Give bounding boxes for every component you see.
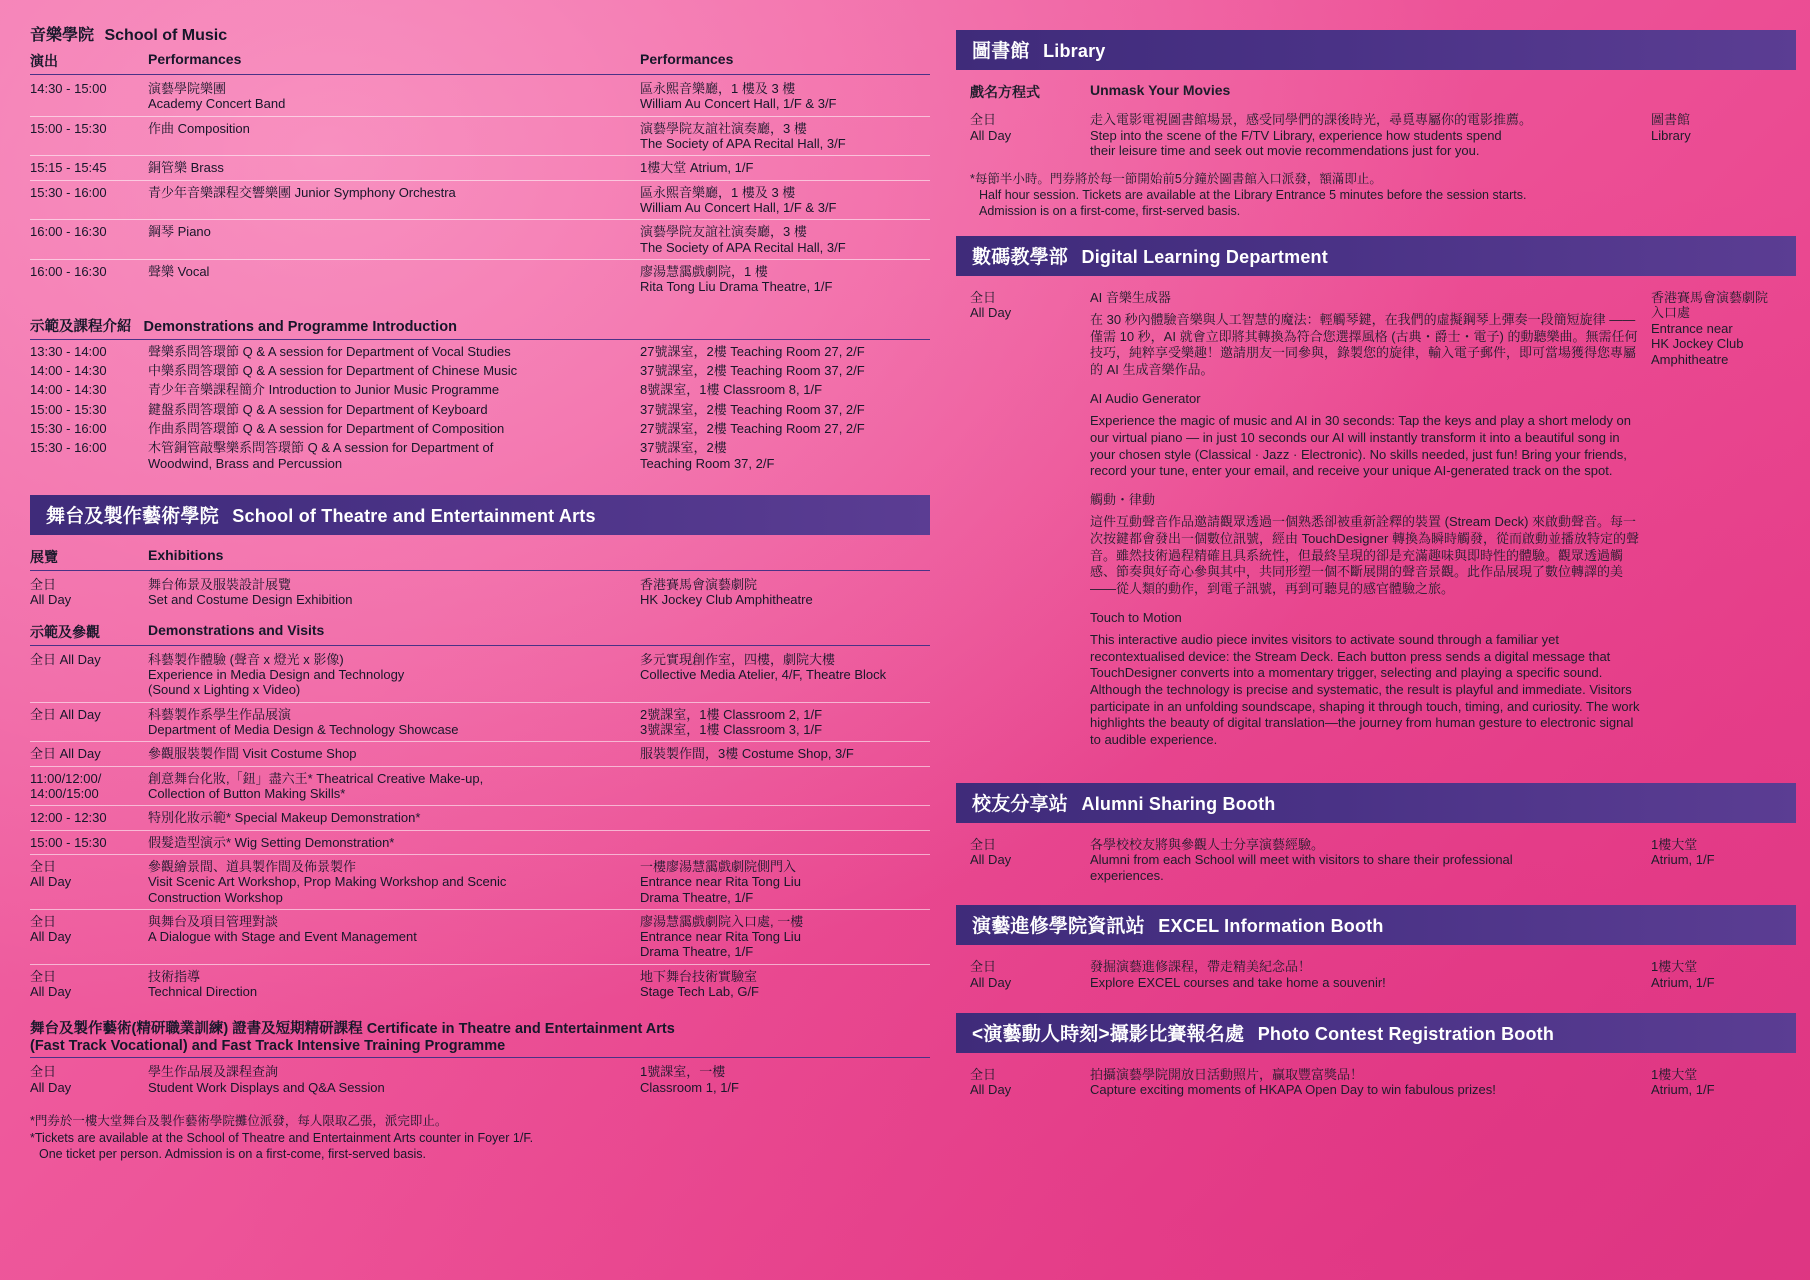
music-demo-heading-zh: 示範及課程介紹 [30, 318, 132, 335]
row-title-zh: 參觀繪景間、道具製作間及佈景製作 [148, 858, 357, 874]
row-venue-en: Atrium, 1/F [1651, 1082, 1715, 1098]
music-col-perf-zh: 演出 [30, 53, 58, 69]
table-row [30, 767, 930, 807]
touch-to-motion-title-en: Touch to Motion [1090, 609, 1182, 625]
row-venue-en: Atrium, 1/F [689, 160, 754, 176]
row-time [30, 577, 148, 608]
music-demo-rows [30, 342, 930, 473]
row-venue-line3: Entrance near [1651, 320, 1733, 336]
row-body-en: Explore EXCEL courses and take home a souvenir! [1090, 974, 1386, 990]
row-body-en2: their leisure time and seek out movie recommendations just for you. [1090, 143, 1480, 159]
row-venue [1651, 112, 1796, 159]
row-title-zh: 技術指導 [148, 968, 201, 984]
row-title [148, 914, 640, 945]
row-time-line1: 全日 [30, 913, 57, 929]
row-time-line2: All Day [970, 852, 1012, 868]
row-time: 13:30 - 14:00 [30, 343, 107, 359]
row-venue: 27號課室，2樓 Teaching Room 27, 2/F [640, 343, 865, 359]
exhibitions-label-en: Exhibitions [148, 546, 224, 563]
row-venue-line4: HK Jockey Club [1651, 336, 1744, 352]
row-venue-line1: 2號課室，1樓 Classroom 2, 1/F [640, 706, 823, 722]
row-time-line2: All Day [970, 974, 1012, 990]
photo-contest-heading [956, 1013, 1796, 1053]
section-library [956, 30, 1796, 220]
row-time [30, 969, 148, 1000]
digital-learning-row [956, 288, 1796, 767]
ai-audio-generator-body-zh: 在 30 秒內體驗音樂與人工智慧的魔法：輕觸琴鍵，在我們的虛擬鋼琴上彈奏一段簡短旋律 —— 僅需 10 秒，AI 就會立即將其轉換為符合您選擇風格 (古典・爵士・電子) 的動聽樂曲。無需任何技巧，純粹享受樂趣！邀請朋友一同參與，錄製您的旋律，輸入電子郵件，即可當場獲得您專屬的 AI 生成音樂作品。 [1090, 312, 1638, 378]
row-venue-en: The Society of APA Recital Hall, 3/F [640, 239, 846, 255]
row-venue-zh: 1樓大堂 [640, 160, 687, 176]
theatre-demos-header [30, 622, 930, 646]
digital-learning-heading [956, 236, 1796, 276]
row-title [148, 185, 640, 200]
row-body [1090, 112, 1651, 159]
row-venue-en: Stage Tech Lab, G/F [640, 984, 759, 1000]
music-col-perf-en: Performances [148, 51, 242, 67]
library-note-line3: Admission is on a first-come, first-served basis. [979, 204, 1241, 219]
row-body-en: Capture exciting moments of HKAPA Open Day to win fabulous prizes! [1090, 1082, 1496, 1098]
row-title-zh: 銅管樂 [148, 160, 188, 176]
row-time: 16:00 - 16:30 [30, 263, 107, 279]
row-venue-en2: Drama Theatre, 1/F [640, 944, 754, 960]
row-title-en: Technical Direction [148, 984, 258, 1000]
row-time-line2: All Day [30, 874, 72, 890]
ai-audio-generator-title-zh: AI 音樂生成器 [1090, 289, 1171, 305]
row-title [148, 577, 640, 608]
row-venue-en: Classroom 1, 1/F [640, 1079, 739, 1095]
row-title-en: Junior Symphony Orchestra [294, 184, 456, 200]
row-venue [640, 707, 930, 738]
row-time: 15:30 - 16:00 [30, 420, 107, 436]
row-time: 15:30 - 16:00 [30, 184, 107, 200]
row-venue [1651, 1067, 1796, 1098]
row-time [30, 771, 148, 802]
row-title [148, 1064, 640, 1095]
row-time: 15:00 - 15:30 [30, 834, 107, 850]
row-venue-en2: Drama Theatre, 1/F [640, 889, 754, 905]
row-title-en: Experience in Media Design and Technology [148, 666, 405, 682]
exhibitions-label-zh: 展覽 [30, 548, 58, 565]
row-title [148, 652, 640, 698]
row-time-line1: 全日 [30, 1064, 57, 1080]
row-body-zh: 發掘演藝進修課程，帶走精美紀念品！ [1090, 959, 1312, 975]
row-time: 全日 All Day [30, 706, 101, 722]
right-column [956, 22, 1796, 1270]
library-col-zh: 戲名方程式 [970, 84, 1040, 100]
photo-contest-heading-en: Photo Contest Registration Booth [1257, 1023, 1555, 1044]
row-venue-zh: 區永熙音樂廳，1 樓及 3 樓 [640, 184, 796, 200]
school-of-music-heading-en: School of Music [104, 27, 228, 44]
row-time-line2: All Day [30, 929, 72, 945]
row-title-en: Academy Concert Band [148, 96, 286, 112]
table-row [30, 77, 930, 117]
row-venue-zh: 廖湯慧靄戲劇院，1 樓 [640, 263, 768, 279]
row-venue [1651, 959, 1796, 990]
row-title [148, 264, 640, 279]
row-title: 青少年音樂課程簡介 Introduction to Junior Music Programme [148, 382, 500, 398]
excel-heading-en: EXCEL Information Booth [1158, 916, 1384, 937]
music-demo-heading-en: Demonstrations and Programme Introduction [143, 318, 457, 335]
row-title-en: Student Work Displays and Q&A Session [148, 1079, 385, 1095]
row-title [148, 440, 640, 471]
row-venue [640, 652, 930, 683]
school-of-theatre-heading-zh: 舞台及製作藝術學院 [46, 505, 219, 527]
demos-label-en: Demonstrations and Visits [148, 621, 325, 638]
row-venue [640, 121, 930, 152]
row-title-zh: 舞台佈景及服裝設計展覽 [148, 576, 292, 592]
demos-label-zh: 示範及參觀 [30, 623, 100, 640]
row-venue-zh: 1號課室，一樓 [640, 1064, 726, 1080]
row-time: 15:00 - 15:30 [30, 120, 107, 136]
row-title-line1: 木管銅管敲擊樂系問答環節 Q & A session for Department of [148, 440, 494, 456]
alumni-heading [956, 783, 1796, 823]
touch-to-motion-title-zh: 觸動・律動 [1090, 491, 1156, 507]
row-title-zh: 聲樂 [148, 263, 175, 279]
row-time [30, 1064, 148, 1095]
row-title [148, 224, 640, 239]
section-alumni-sharing-booth [956, 783, 1796, 890]
touch-to-motion-body-en: This interactive audio piece invites visitors to activate sound through a familiar yet recontextualised device: the Stream Deck. Each button press sends a digital message that TouchDesigner converts into a momentary trigger, selecting and playing a specific sound. Although the technology is precise and systematic, the result is playful and immediate. Visitors participate in an unfolding soundscape, shaping it through touch, timing, and curiosity. The work highlights the beauty of digital translation—the journey from human gesture to electronic signal to audible experience. [1090, 632, 1640, 747]
row-title-zh: 學生作品展及課程查詢 [148, 1064, 279, 1080]
row-title-zh: 科藝製作體驗 (聲音 x 燈光 x 影像) [148, 651, 344, 667]
row-venue-zh: 37號課室，2樓 [640, 440, 727, 456]
row-venue-zh: 圖書館 [1651, 112, 1691, 127]
row-body [1090, 290, 1651, 761]
row-title: 中樂系問答環節 Q & A session for Department of Chinese Music [148, 362, 518, 378]
row-venue-en: Library [1651, 127, 1691, 143]
row-title [148, 771, 640, 802]
row-venue: 37號課室，2樓 Teaching Room 37, 2/F [640, 362, 865, 378]
row-venue [1651, 290, 1796, 368]
row-venue [640, 577, 930, 608]
row-time [970, 959, 1090, 990]
row-title-en: Brass [190, 160, 224, 176]
row-venue [640, 81, 930, 112]
row-title-en: Vocal [177, 263, 210, 279]
row-venue [1651, 837, 1796, 884]
row-venue: 8號課室，1樓 Classroom 8, 1/F [640, 382, 823, 398]
row-venue-en: Atrium, 1/F [1651, 974, 1715, 990]
row-time: 15:00 - 15:30 [30, 401, 107, 417]
theatre-exhibitions-header [30, 547, 930, 571]
table-row [30, 117, 930, 157]
row-time: 全日 All Day [30, 746, 101, 762]
row-venue-zh: 演藝學院友誼社演奏廳，3 樓 [640, 224, 807, 240]
library-row [956, 110, 1796, 165]
row-title: 鍵盤系問答環節 Q & A session for Department of Keyboard [148, 401, 488, 417]
row-time: 14:00 - 14:30 [30, 362, 107, 378]
row-time-line1: 全日 [30, 858, 57, 874]
row-body-zh: 拍攝演藝學院開放日活動照片，贏取豐富獎品！ [1090, 1066, 1364, 1082]
row-venue-en: Entrance near Rita Tong Liu [640, 874, 801, 890]
row-title-en: Set and Costume Design Exhibition [148, 592, 353, 608]
theatre-footnote-line2: *Tickets are available at the School of Theatre and Entertainment Arts counter in Foyer 1/F. [30, 1130, 534, 1145]
theatre-exhibition-rows [30, 573, 930, 612]
section-photo-contest-booth [956, 1013, 1796, 1104]
music-table-header [30, 51, 930, 75]
row-venue-en: Teaching Room 37, 2/F [640, 455, 775, 471]
row-title-en: A Dialogue with Stage and Event Management [148, 929, 417, 945]
row-title [148, 969, 640, 1000]
table-row [30, 181, 930, 221]
row-venue [640, 160, 930, 175]
row-title-en2: (Sound x Lighting x Video) [148, 682, 301, 698]
row-venue [640, 859, 930, 905]
touch-to-motion-body-zh: 這件互動聲音作品邀請觀眾透過一個熟悉卻被重新詮釋的裝置 (Stream Deck) 來啟動聲音。每一次按鍵都會發出一個數位訊號，經由 TouchDesigner 轉換為瞬時觸發，從而啟動並播放特定的聲音。雖然技術過程精確且具系統性，但最終呈現的卻是充滿趣味與即時性的體驗。觀眾透過觸感、節奏與好奇心參與其中，共同形塑一個不斷展開的聲音景觀。此作品展現了數位轉譯的美——從人類的動作，到電子訊號，再到可聽見的感官體驗之旅。 [1090, 514, 1639, 596]
row-time-en: All Day [30, 592, 72, 608]
row-time-line2: All Day [970, 305, 1012, 321]
row-venue [640, 224, 930, 255]
row-venue-en: Entrance near Rita Tong Liu [640, 929, 801, 945]
music-demo-heading [30, 315, 930, 340]
excel-heading-zh: 演藝進修學院資訊站 [972, 916, 1145, 938]
row-time: 14:30 - 15:00 [30, 81, 107, 96]
row-title-en: Piano [177, 224, 211, 240]
row-title-en: Composition [177, 120, 250, 136]
theatre-footnote [30, 1113, 930, 1163]
row-title [148, 160, 640, 175]
row-venue-en: HK Jockey Club Amphitheatre [640, 592, 813, 608]
table-row [30, 806, 930, 830]
music-col-venue-en: Performances [640, 51, 734, 67]
table-row [30, 1060, 930, 1099]
row-title [148, 121, 640, 136]
row-venue-zh: 一樓廖湯慧靄戲劇院側門入 [640, 858, 797, 874]
table-row [30, 156, 930, 180]
row-venue-zh: 區永熙音樂廳，1 樓及 3 樓 [640, 81, 796, 96]
row-body-zh: 各學校校友將與參觀人士分享演藝經驗。 [1090, 836, 1325, 852]
library-note-line1: *每節半小時。門券將於每一節開始前5分鐘於圖書館入口派發，額滿即止。 [970, 171, 1382, 186]
row-venue [640, 440, 930, 471]
row-time: 16:00 - 16:30 [30, 224, 107, 240]
row-venue-en: Atrium, 1/F [1651, 852, 1715, 868]
row-venue-zh: 廖湯慧靄戲劇院入口處, 一樓 [640, 913, 804, 929]
row-venue-zh: 香港賽馬會演藝劇院 [640, 576, 758, 592]
row-title: 聲樂系問答環節 Q & A session for Department of Vocal Studies [148, 343, 511, 359]
row-title-en: Collection of Button Making Skills* [148, 785, 346, 801]
row-venue [640, 264, 930, 295]
row-body-zh: 走入電影電視圖書館場景，感受同學們的課後時光，尋覓專屬你的電影推薦。 [1090, 112, 1533, 127]
library-heading-en: Library [1043, 41, 1106, 61]
row-venue-zh: 多元實現創作室，四樓，劇院大樓 [640, 651, 836, 667]
row-title-zh: 創意舞台化妝,「鈕」盡六王* Theatrical Creative Make-up, [148, 770, 484, 786]
table-row [30, 831, 930, 855]
section-excel-information-booth [956, 905, 1796, 996]
row-venue [640, 969, 930, 1000]
row-venue-line2: 3號課室，1樓 Classroom 3, 1/F [640, 721, 823, 737]
row-time-line2: 14:00/15:00 [30, 785, 99, 801]
section-digital-learning [956, 236, 1796, 767]
row-body [1090, 959, 1651, 990]
table-row [30, 260, 930, 299]
music-performance-rows [30, 77, 930, 299]
certificate-heading-line2: (Fast Track Vocational) and Fast Track Intensive Training Programme [30, 1038, 506, 1055]
table-row [30, 220, 930, 260]
row-time [970, 290, 1090, 321]
row-time [30, 859, 148, 890]
row-time-line2: All Day [970, 127, 1012, 143]
digital-learning-heading-zh: 數碼教學部 [972, 246, 1069, 268]
row-venue-en: Collective Media Atelier, 4/F, Theatre Block [640, 666, 887, 682]
row-title: 參觀服裝製作間 Visit Costume Shop [148, 746, 357, 762]
ai-audio-generator-body-en: Experience the magic of music and AI in 30 seconds: Tap the keys and play a short melody on our virtual piano — in just 10 seconds our AI will instantly transform it into a beautiful song in your chosen style (Classical · Jazz · Electronic). No skills needed, just fun! Bring your friends, record your tune, enter your email, and receive your unique AI-generated track on the spot. [1090, 413, 1632, 479]
row-venue-zh: 演藝學院友誼社演奏廳，3 樓 [640, 120, 807, 136]
table-row [30, 965, 930, 1004]
theatre-footnote-line1: *門券於一樓大堂舞台及製作藝術學院攤位派發，每人限取乙張，派完即止。 [30, 1114, 448, 1129]
row-body [1090, 1067, 1651, 1098]
row-venue-zh: 1樓大堂 [1651, 836, 1698, 852]
school-of-music-heading-zh: 音樂學院 [30, 27, 95, 44]
row-venue [640, 1064, 930, 1095]
table-row [30, 910, 930, 965]
row-time-line1: 全日 [30, 968, 57, 984]
excel-heading [956, 905, 1796, 945]
section-school-of-theatre [30, 495, 930, 1163]
theatre-demo-rows [30, 648, 930, 1004]
row-title [148, 707, 640, 738]
row-time [970, 1067, 1090, 1098]
section-school-of-music [30, 22, 930, 473]
certificate-heading-line1: 舞台及製作藝術(精研職業訓練) 證書及短期精研課程 Certificate in Theatre and Entertainment Arts [30, 1021, 675, 1038]
row-venue-en: Rita Tong Liu Drama Theatre, 1/F [640, 279, 833, 295]
row-time-line1: 全日 [970, 112, 997, 127]
row-title: 特別化妝示範* Special Makeup Demonstration* [148, 810, 421, 826]
row-time-zh: 全日 [30, 576, 57, 592]
photo-contest-row [956, 1065, 1796, 1104]
row-time: 全日 All Day [30, 651, 101, 667]
row-title-zh: 青少年音樂課程交響樂團 [148, 184, 292, 200]
row-body-en1: Step into the scene of the F/TV Library, experience how students spend [1090, 127, 1502, 143]
certificate-heading [30, 1017, 930, 1058]
row-title-en: Department of Media Design & Technology Showcase [148, 721, 459, 737]
row-title-zh: 作曲 [148, 120, 175, 136]
table-row [30, 380, 930, 399]
row-time-line1: 全日 [970, 836, 997, 852]
row-title: 作曲系問答環節 Q & A session for Department of Composition [148, 420, 505, 436]
excel-row [956, 957, 1796, 996]
table-row [30, 703, 930, 743]
row-time: 14:00 - 14:30 [30, 382, 107, 398]
row-time-line1: 全日 [970, 959, 997, 975]
library-note [956, 171, 1796, 220]
row-time-line1: 全日 [970, 289, 997, 305]
table-row [30, 855, 930, 910]
row-time [30, 914, 148, 945]
row-venue [640, 914, 930, 960]
row-title-zh: 鋼琴 [148, 224, 175, 240]
row-venue-en: The Society of APA Recital Hall, 3/F [640, 135, 846, 151]
library-heading-zh: 圖書館 [972, 41, 1030, 62]
row-title-en: Visit Scenic Art Workshop, Prop Making Workshop and Scenic [148, 874, 507, 890]
row-venue-zh: 1樓大堂 [1651, 1066, 1698, 1082]
ai-audio-generator-title-en: AI Audio Generator [1090, 390, 1201, 406]
row-body [1090, 837, 1651, 884]
table-row [30, 419, 930, 438]
row-title-en2: Construction Workshop [148, 889, 283, 905]
row-venue-en: William Au Concert Hall, 1/F & 3/F [640, 96, 837, 112]
table-row [30, 742, 930, 766]
row-venue [640, 185, 930, 216]
left-column [30, 22, 930, 1270]
school-of-music-heading [30, 22, 930, 45]
row-title-zh: 科藝製作系學生作品展演 [148, 706, 292, 722]
photo-contest-heading-zh: <演藝動人時刻>攝影比賽報名處 [972, 1023, 1245, 1045]
row-time-line1: 11:00/12:00/ [30, 770, 102, 786]
row-title-zh: 與舞台及項目管理對談 [148, 913, 279, 929]
library-note-line2: Half hour session. Tickets are available at the Library Entrance 5 minutes before the session starts. [979, 188, 1527, 203]
library-heading [956, 30, 1796, 70]
row-venue: 27號課室，2樓 Teaching Room 27, 2/F [640, 420, 865, 436]
alumni-heading-zh: 校友分享站 [972, 793, 1069, 815]
row-venue: 服裝製作間，3樓 Costume Shop, 3/F [640, 746, 854, 762]
row-time: 15:15 - 15:45 [30, 160, 107, 176]
row-venue-line2: 入口處 [1651, 305, 1691, 321]
row-title-line2: Woodwind, Brass and Percussion [148, 455, 343, 471]
row-body-en2: experiences. [1090, 867, 1164, 883]
row-time-line2: All Day [30, 1079, 72, 1095]
table-row [30, 573, 930, 612]
table-row [30, 342, 930, 361]
row-body-en1: Alumni from each School will meet with visitors to share their professional [1090, 852, 1513, 868]
row-time-line1: 全日 [970, 1066, 997, 1082]
row-venue-line5: Amphitheatre [1651, 351, 1729, 367]
table-row [30, 648, 930, 703]
row-title-zh: 演藝學院樂團 [148, 81, 227, 96]
table-row [30, 361, 930, 380]
row-time-line2: All Day [970, 1082, 1012, 1098]
school-of-theatre-heading-en: School of Theatre and Entertainment Arts [232, 505, 596, 526]
row-venue-line1: 香港賽馬會演藝劇院 [1651, 289, 1769, 305]
alumni-row [956, 835, 1796, 890]
table-row [30, 438, 930, 473]
row-title [148, 859, 640, 905]
row-time-line2: All Day [30, 984, 72, 1000]
theatre-footnote-line3: One ticket per person. Admission is on a first-come, first-served basis. [39, 1147, 426, 1162]
table-row [30, 400, 930, 419]
row-title: 假髮造型演示* Wig Setting Demonstration* [148, 834, 395, 850]
row-time: 12:00 - 12:30 [30, 810, 107, 826]
school-of-theatre-heading [30, 495, 930, 535]
alumni-heading-en: Alumni Sharing Booth [1081, 793, 1276, 814]
row-venue-en: William Au Concert Hall, 1/F & 3/F [640, 199, 837, 215]
row-venue: 37號課室，2樓 Teaching Room 37, 2/F [640, 401, 865, 417]
certificate-rows [30, 1060, 930, 1099]
library-subheader [956, 82, 1796, 106]
row-time: 15:30 - 16:00 [30, 440, 107, 456]
row-title [148, 81, 640, 112]
row-time [970, 837, 1090, 884]
digital-learning-heading-en: Digital Learning Department [1081, 246, 1328, 267]
row-venue-zh: 地下舞台技術實驗室 [640, 968, 758, 984]
library-col-en: Unmask Your Movies [1090, 82, 1231, 98]
row-venue-zh: 1樓大堂 [1651, 959, 1698, 975]
row-time [970, 112, 1090, 159]
